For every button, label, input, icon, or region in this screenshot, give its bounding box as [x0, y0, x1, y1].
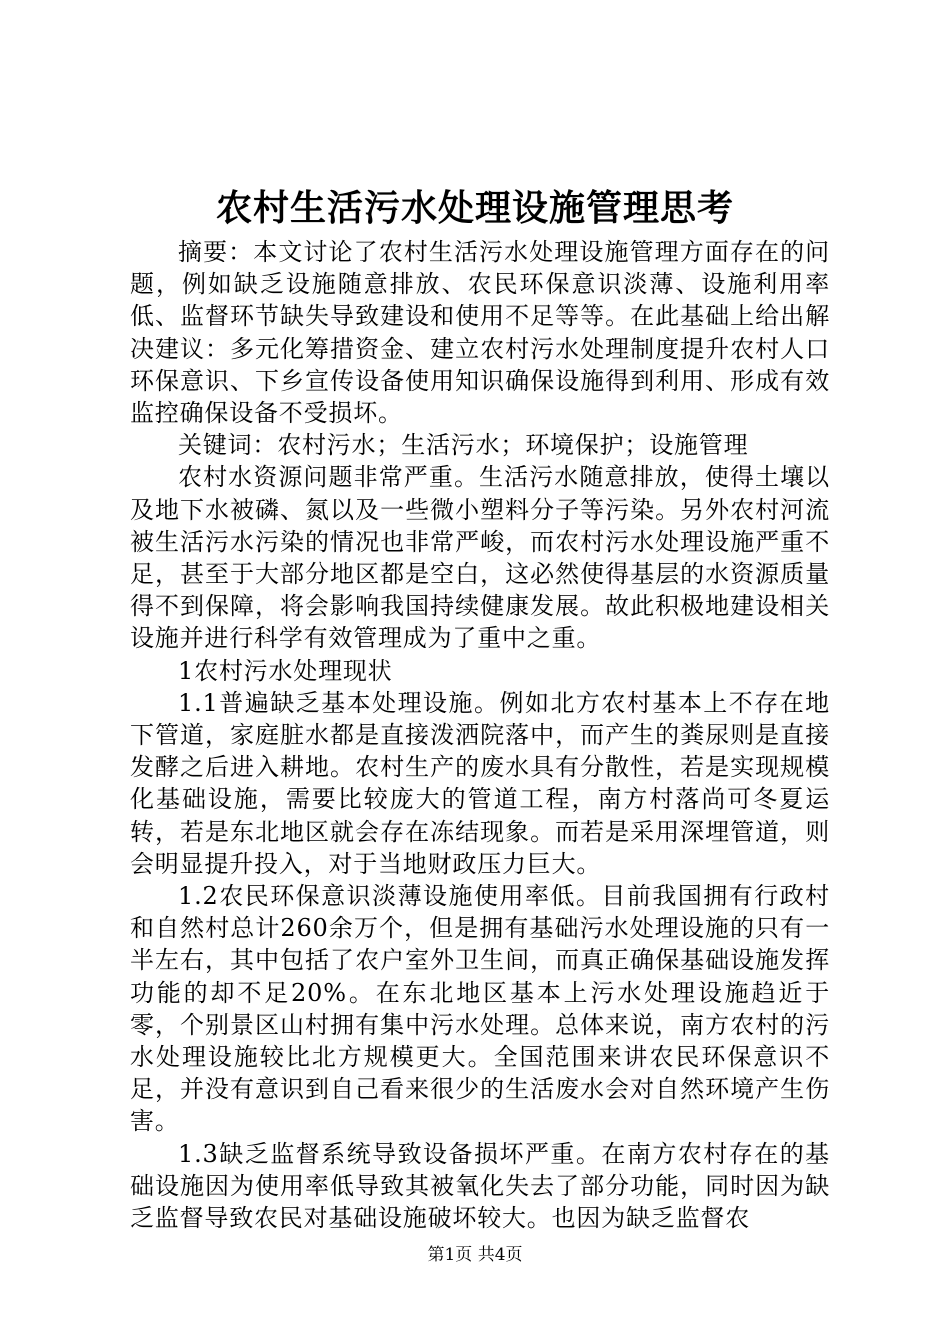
section-1-3-paragraph: 1.3缺乏监督系统导致设备损坏严重。在南方农村存在的基础设施因为使用率低导致其被氧化失去了部分功能，同时因为缺乏监督导致农民对基础设施破坏较大。也因为缺乏监督农 — [130, 1139, 830, 1233]
page-number-footer: 第1页 共4页 — [427, 1245, 523, 1265]
abstract-paragraph: 摘要：本文讨论了农村生活污水处理设施管理方面存在的问题，例如缺乏设施随意排放、农民环保意识淡薄、设施利用率低、监督环节缺失导致建设和使用不足等等。在此基础上给出解决建议：多元化筹措资金、建立农村污水处理制度提升农村人口环保意识、下乡宣传设备使用知识确保设施得到利用、形成有效监控确保设备不受损坏。 — [130, 238, 830, 428]
document-body — [130, 236, 830, 1234]
section-heading: 1农村污水处理现状 — [178, 656, 393, 685]
section-1-2-paragraph: 1.2农民环保意识淡薄设施使用率低。目前我国拥有行政村和自然村总计260余万个，但是拥有基础污水处理设施的只有一半左右，其中包括了农户室外卫生间，而真正确保基础设施发挥功能的却不足20%。在东北地区基本上污水处理设施趋近于零，个别景区山村拥有集中污水处理。总体来说，南方农村的污水处理设施较比北方规模更大。全国范围来讲农民环保意识不足，并没有意识到自己看来很少的生活废水会对自然环境产生伤害。 — [130, 882, 830, 1136]
document-title: 农村生活污水处理设施管理思考 — [215, 187, 734, 229]
keywords-paragraph: 关键词：农村污水；生活污水；环境保护；设施管理 — [178, 431, 749, 460]
section-1-1-paragraph: 1.1普遍缺乏基本处理设施。例如北方农村基本上不存在地下管道，家庭脏水都是直接泼洒院落中，而产生的粪尿则是直接发酵之后进入耕地。农村生产的废水具有分散性，若是实现规模化基础设施，需要比较庞大的管道工程，南方村落尚可冬夏运转，若是东北地区就会存在冻结现象。而若是采用深埋管道，则会明显提升投入，对于当地财政压力巨大。 — [130, 688, 830, 878]
intro-paragraph: 农村水资源问题非常严重。生活污水随意排放，使得土壤以及地下水被磷、氮以及一些微小塑料分子等污染。另外农村河流被生活污水污染的情况也非常严峻，而农村污水处理设施严重不足，甚至于大部分地区都是空白，这必然使得基层的水资源质量得不到保障，将会影响我国持续健康发展。故此积极地建设相关设施并进行科学有效管理成为了重中之重。 — [130, 463, 830, 653]
